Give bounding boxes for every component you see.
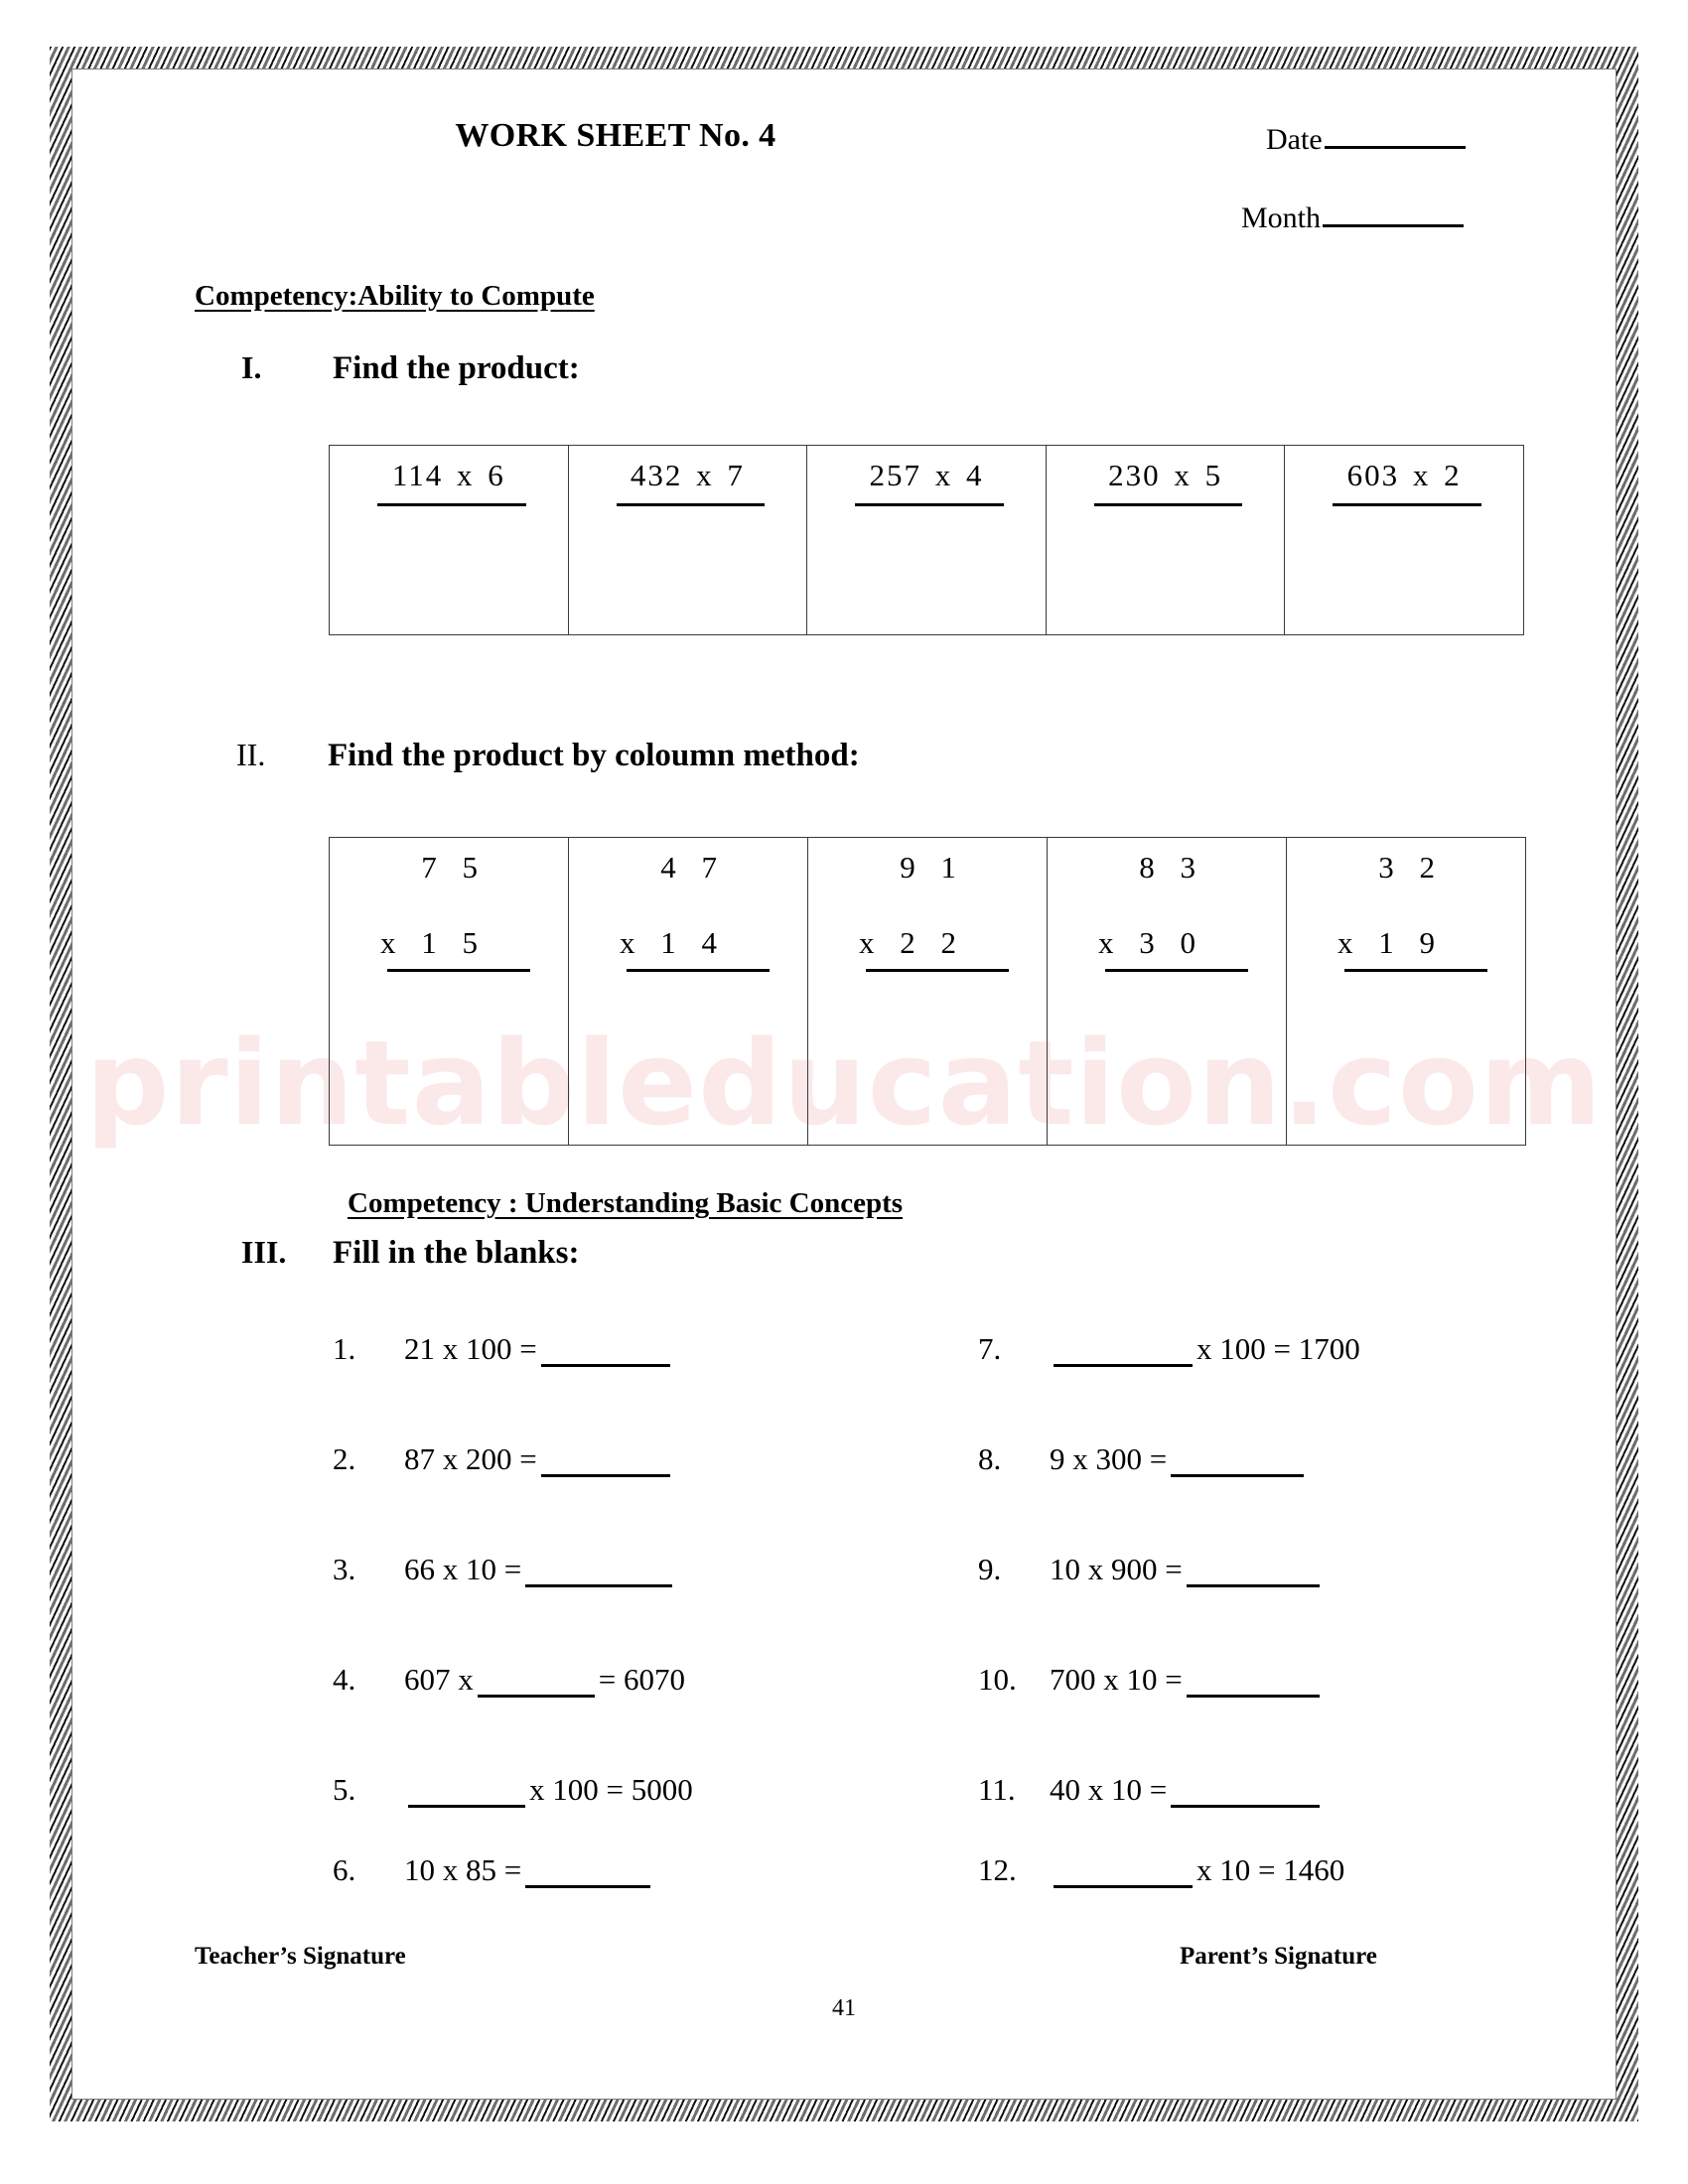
question-pre: 66 x 10 = — [404, 1552, 522, 1586]
answer-blank[interactable] — [525, 1859, 650, 1888]
answer-rule — [855, 503, 1004, 506]
multiplier-4: x 3 0 — [1098, 925, 1204, 960]
blank-question-8 — [978, 1441, 1308, 1477]
question-number: 9. — [978, 1552, 1002, 1586]
operand-left: 114 — [391, 458, 444, 492]
blank-question-3 — [333, 1552, 676, 1587]
operator: x — [1412, 458, 1431, 492]
product-cell-3[interactable] — [807, 446, 1047, 635]
answer-blank[interactable] — [1187, 1669, 1320, 1698]
answer-rule — [1094, 503, 1243, 506]
multiplicand-2: 4 7 — [660, 850, 726, 885]
blank-question-12 — [978, 1852, 1344, 1888]
multiplicand-4: 8 3 — [1139, 850, 1204, 885]
answer-rule — [1333, 503, 1481, 506]
operator: x — [1174, 458, 1192, 492]
page-number: 41 — [832, 1995, 856, 2021]
worksheet-title: WORK SHEET No. 4 — [455, 117, 776, 154]
section-three-number: III. — [241, 1234, 287, 1270]
blank-question-9 — [978, 1552, 1324, 1587]
blank-question-5 — [333, 1772, 693, 1808]
answer-rule — [627, 969, 770, 972]
column-cell-5[interactable] — [1287, 838, 1526, 1146]
column-cell-3[interactable] — [808, 838, 1048, 1146]
column-cell-1[interactable] — [330, 838, 569, 1146]
answer-blank[interactable] — [1171, 1448, 1304, 1477]
blank-question-6 — [333, 1852, 654, 1888]
question-number: 10. — [978, 1662, 1017, 1697]
answer-blank[interactable] — [541, 1338, 670, 1367]
blank-question-11 — [978, 1772, 1324, 1808]
question-pre: 40 x 10 = — [1050, 1772, 1168, 1807]
question-pre: 87 x 200 = — [404, 1441, 537, 1476]
product-expression-4 — [1068, 458, 1263, 493]
product-expression-1 — [352, 458, 546, 493]
month-field — [1241, 202, 1464, 235]
column-cell-4[interactable] — [1048, 838, 1287, 1146]
find-the-product-table — [329, 445, 1524, 635]
blank-question-7 — [978, 1331, 1360, 1367]
month-blank-line[interactable] — [1323, 224, 1464, 227]
blank-question-10 — [978, 1662, 1324, 1698]
operand-right: 5 — [1204, 458, 1223, 492]
question-post: x 10 = 1460 — [1196, 1852, 1345, 1887]
date-blank-line[interactable] — [1325, 146, 1466, 149]
answer-blank[interactable] — [1054, 1338, 1193, 1367]
answer-blank[interactable] — [1054, 1859, 1193, 1888]
question-post: = 6070 — [598, 1662, 685, 1697]
answer-blank[interactable] — [525, 1559, 672, 1587]
question-post: x 100 = 5000 — [529, 1772, 693, 1807]
operand-right: 6 — [488, 458, 505, 492]
operator: x — [934, 458, 953, 492]
multiplicand-1: 7 5 — [421, 850, 487, 885]
table-row — [330, 838, 1526, 1146]
question-number: 2. — [333, 1441, 356, 1476]
section-two-text-tail: : — [848, 738, 860, 773]
competency-heading-compute: Competency:Ability to Compute — [195, 280, 595, 312]
competency-heading-concepts: Competency : Understanding Basic Concepts — [348, 1187, 904, 1219]
multiplier-3: x 2 2 — [859, 925, 965, 960]
answer-blank[interactable] — [408, 1779, 525, 1808]
operand-left: 230 — [1108, 458, 1161, 492]
answer-rule — [866, 969, 1009, 972]
answer-rule — [377, 503, 526, 506]
operator: x — [696, 458, 714, 492]
question-pre: 10 x 900 = — [1050, 1552, 1183, 1586]
section-two-heading — [236, 737, 860, 774]
question-number: 8. — [978, 1441, 1002, 1476]
operand-right: 7 — [727, 458, 745, 492]
question-number: 11. — [978, 1772, 1016, 1807]
multiplier-5: x 1 9 — [1337, 925, 1444, 960]
product-cell-2[interactable] — [568, 446, 807, 635]
section-one-text: Find the product: — [333, 350, 580, 386]
answer-blank[interactable] — [541, 1448, 670, 1477]
teacher-signature-label: Teacher’s Signature — [195, 1943, 406, 1970]
question-pre: 607 x — [404, 1662, 474, 1697]
operand-left: 432 — [630, 458, 683, 492]
question-number: 4. — [333, 1662, 356, 1697]
question-pre: 700 x 10 = — [1050, 1662, 1183, 1697]
section-three-heading — [241, 1234, 579, 1272]
question-number: 1. — [333, 1331, 356, 1366]
answer-rule — [1344, 969, 1487, 972]
answer-rule — [387, 969, 530, 972]
operand-left: 257 — [869, 458, 921, 492]
product-expression-3 — [829, 458, 1024, 493]
product-expression-2 — [591, 458, 785, 493]
multiplier-2: x 1 4 — [620, 925, 726, 960]
operand-right: 4 — [965, 458, 984, 492]
section-one-heading — [241, 349, 580, 387]
question-pre: 9 x 300 = — [1050, 1441, 1168, 1476]
table-row — [330, 446, 1524, 635]
column-cell-2[interactable] — [569, 838, 808, 1146]
answer-rule — [1105, 969, 1248, 972]
answer-blank[interactable] — [1171, 1779, 1320, 1808]
product-cell-4[interactable] — [1046, 446, 1285, 635]
parent-signature-label: Parent’s Signature — [1180, 1943, 1377, 1970]
question-number: 5. — [333, 1772, 356, 1807]
section-two-number: II. — [236, 737, 266, 772]
date-label: Date — [1266, 123, 1323, 156]
month-label: Month — [1241, 202, 1322, 234]
question-pre: 10 x 85 = — [404, 1852, 522, 1887]
question-number: 6. — [333, 1852, 356, 1887]
product-expression-5 — [1307, 458, 1501, 493]
blank-question-2 — [333, 1441, 674, 1477]
question-number: 12. — [978, 1852, 1017, 1887]
section-three-text: Fill in the blanks: — [333, 1235, 580, 1271]
section-two-text: Find the product by coloumn method — [328, 738, 849, 773]
multiplier-1: x 1 5 — [380, 925, 487, 960]
question-number: 3. — [333, 1552, 356, 1586]
answer-blank[interactable] — [478, 1669, 595, 1698]
operand-right: 2 — [1444, 458, 1462, 492]
answer-rule — [617, 503, 766, 506]
operator: x — [456, 458, 475, 492]
product-cell-5[interactable] — [1285, 446, 1524, 635]
question-post: x 100 = 1700 — [1196, 1331, 1360, 1366]
date-field — [1266, 123, 1466, 157]
question-pre: 21 x 100 = — [404, 1331, 537, 1366]
column-method-table — [329, 837, 1526, 1146]
product-cell-1[interactable] — [330, 446, 569, 635]
multiplicand-5: 3 2 — [1378, 850, 1444, 885]
question-number: 7. — [978, 1331, 1002, 1366]
watermark-text: printableducation.com — [85, 1015, 1603, 1152]
section-one-number: I. — [241, 349, 262, 385]
blank-question-1 — [333, 1331, 674, 1367]
answer-blank[interactable] — [1187, 1559, 1320, 1587]
multiplicand-3: 9 1 — [900, 850, 965, 885]
blank-question-4 — [333, 1662, 685, 1698]
operand-left: 603 — [1346, 458, 1400, 492]
